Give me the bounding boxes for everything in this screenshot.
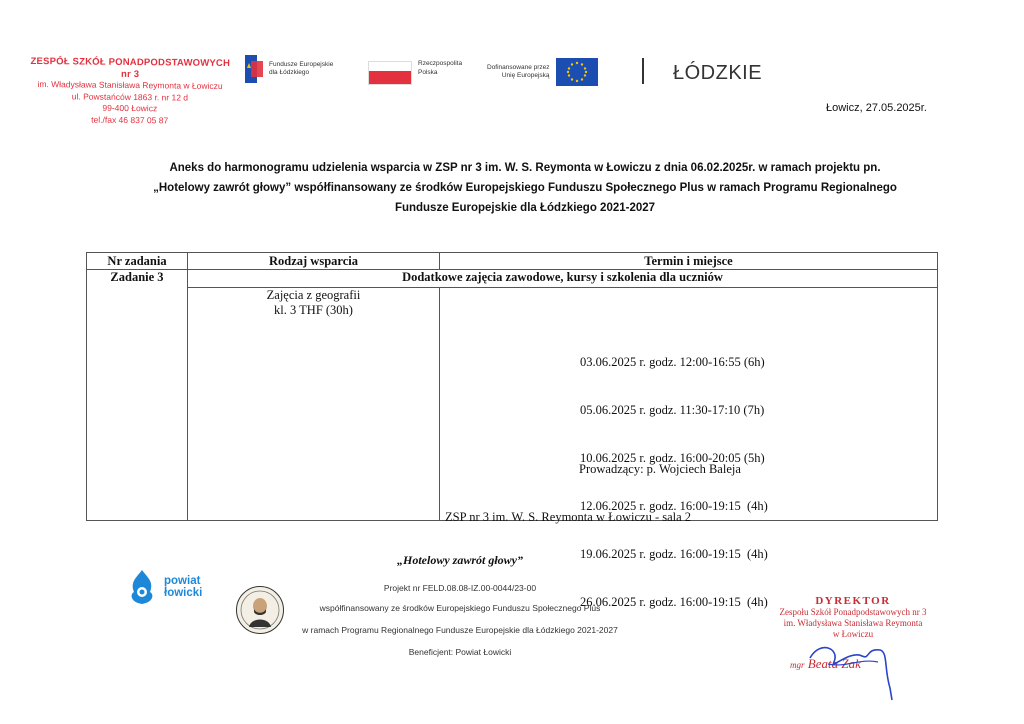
eu-flag-icon [556,58,598,86]
instructor: Prowadzący: p. Wojciech Baleja [579,462,741,476]
task-number: Zadanie 3 [87,270,188,521]
table-header-row [87,253,938,270]
header-date-place: Termin i miejsce [440,253,938,270]
powiat-logo: powiat łowicki [128,568,202,606]
support-type: Zajęcia z geografii kl. 3 THF (30h) [188,288,440,521]
table-row [87,288,938,521]
schedule-list [580,322,768,642]
director-name: mgr Beata Żak [790,656,861,671]
signature-icon [800,628,910,703]
eu-logo: Dofinansowane przez Unię Europejską [487,58,598,86]
beneficiary: Beneficjent: Powiat Łowicki [408,647,512,657]
logo-divider [642,58,644,84]
schedule-item: 26.06.2025 r. godz. 16:00-19:15 (4h) [580,595,768,609]
schedule-item: 10.06.2025 r. godz. 16:00-20:05 (5h) [580,451,765,465]
header-support-type: Rodzaj wsparcia [188,253,440,270]
schedule-item: 05.06.2025 r. godz. 11:30-17:10 (7h) [580,403,765,417]
cofinance-line-2: w ramach Programu Regionalnego Fundusze Europejskie dla Łódzkiego 2021-2027 [302,625,618,635]
rzeczpospolita-logo: Rzeczpospolita Polska [368,60,462,85]
document-date: Łowicz, 27.05.2025r. [826,102,927,114]
fundusze-europejskie-logo: Fundusze Europejskie dla Łódzkiego [245,55,333,83]
poland-flag-icon [368,61,412,85]
place: ZSP nr 3 im. W. S. Reymonta w Łowiczu - sala 2 [445,510,692,524]
task-row [87,270,938,288]
task-title: Dodatkowe zajęcia zawodowe, kursy i szkolenia dla uczniów [188,270,938,288]
cofinance-line-1: współfinansowany ze środków Europejskiego Funduszu Społecznego Plus [319,603,601,613]
powiat-flame-icon [128,568,156,606]
lodzkie-logo: ŁÓDZKIE [673,62,763,84]
fe-mark-icon [245,55,263,83]
header-task-no: Nr zadania [87,253,188,270]
school-stamp: ZESPÓŁ SZKÓŁ PONADPODSTAWOWYCH nr 3 im. Władysława Stanisława Reymonta w Łowiczu ul. Powstańców 1863 r. nr 12 d 99-400 Łowicz tel./fax 46 837 05 87 [30,55,231,125]
project-number: Projekt nr FELD.08.08-IZ.00-0044/23-00 [383,583,537,593]
reymont-portrait-seal-icon [236,586,284,634]
document-title: Aneks do harmonogramu udzielenia wsparcia w ZSP nr 3 im. W. S. Reymonta w Łowiczu z dnia 06.02.2025r. w ramach projektu pn. „Hotelowy zawrót głowy” współfinansowany ze środków Europejskiego Funduszu Społecznego Plus w ramach Programu Regionalnego Fundusze Europejskie dla Łódzkiego 2021-2027 [153,162,897,214]
schedule-item: 19.06.2025 r. godz. 16:00-19:15 (4h) [580,547,768,561]
schedule-item: 03.06.2025 r. godz. 12:00-16:55 (6h) [580,355,765,369]
director-stamp: DYREKTOR Zespołu Szkół Ponadpodstawowych nr 3 im. Władysława Stanisława Reymonta w Łowiczu [779,595,927,639]
project-name: „Hotelowy zawrót głowy” [397,553,523,567]
schedule-item: 12.06.2025 r. godz. 16:00-19:15 (4h) [580,499,768,513]
